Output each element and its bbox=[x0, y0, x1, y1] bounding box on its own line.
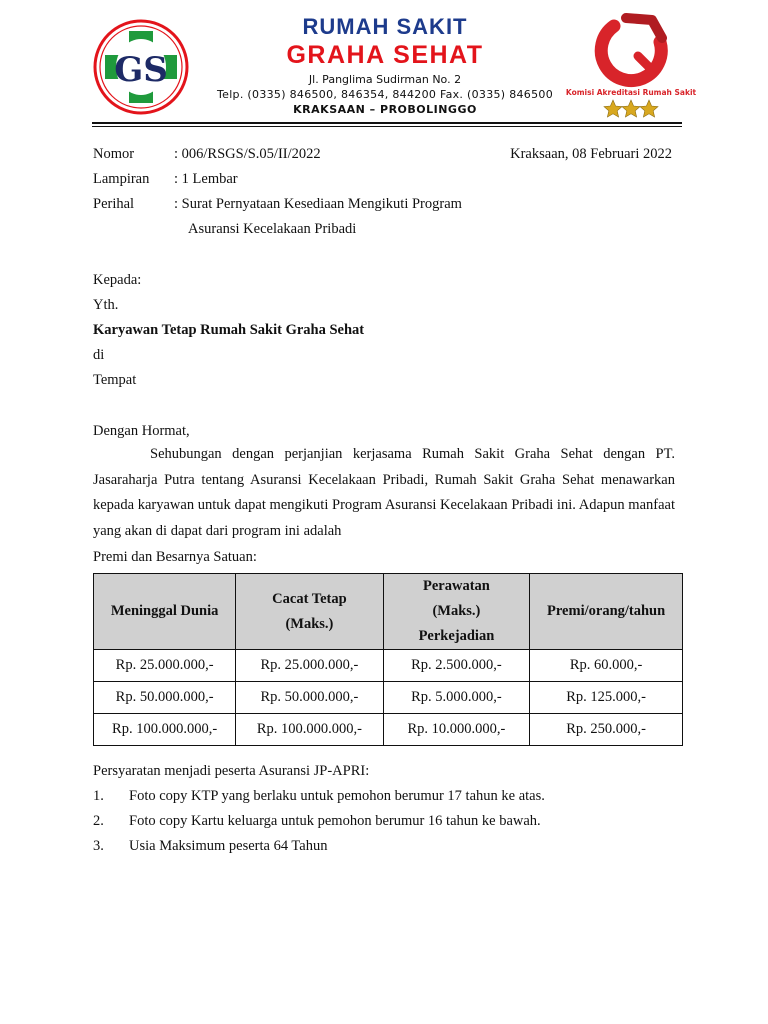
header-meninggal-dunia: Meninggal Dunia bbox=[94, 574, 236, 650]
lampiran-value: : 1 Lembar bbox=[174, 171, 238, 187]
requirements-title: Persyaratan menjadi peserta Asuransi JP-APRI: bbox=[93, 763, 370, 779]
yth-label: Yth. bbox=[93, 297, 119, 313]
header-cacat-tetap: Cacat Tetap (Maks.) bbox=[236, 574, 383, 650]
accreditation-logo bbox=[565, 12, 697, 120]
table-cell: Rp. 250.000,- bbox=[530, 714, 683, 746]
letterhead bbox=[200, 14, 570, 117]
table-cell: Rp. 100.000.000,- bbox=[94, 714, 236, 746]
table-row bbox=[94, 714, 683, 746]
table-cell: Rp. 60.000,- bbox=[530, 650, 683, 682]
recipient-place: Tempat bbox=[93, 372, 137, 388]
table-cell: Rp. 10.000.000,- bbox=[383, 714, 530, 746]
header-rule-thin bbox=[92, 126, 682, 127]
table-row bbox=[94, 650, 683, 682]
hospital-city: KRAKSAAN – PROBOLINGGO bbox=[293, 103, 477, 116]
kepada-label: Kepada: bbox=[93, 272, 142, 288]
body-paragraph: Sehubungan dengan perjanjian kerjasama Rumah Sakit Graha Sehat dengan PT. Jasaraharja Putra tentang Asuransi Kecelakaan Pribadi, Rumah Sakit Graha Sehat menawarkan kepada karyawan untuk dapat mengikuti Program Asuransi Kecelakaan Pribadi ini. Adapun manfaat yang akan di dapat dari program ini adalah bbox=[93, 446, 675, 539]
hospital-type: RUMAH SAKIT bbox=[302, 14, 468, 39]
premium-table bbox=[93, 573, 683, 746]
greeting: Dengan Hormat, bbox=[93, 423, 190, 439]
table-cell: Rp. 25.000.000,- bbox=[236, 650, 383, 682]
list-item-number: 2. bbox=[93, 813, 104, 829]
star-rating-icon bbox=[604, 100, 658, 117]
list-item-number: 3. bbox=[93, 838, 104, 854]
lampiran-label: Lampiran bbox=[93, 171, 150, 187]
header-premi: Premi/orang/tahun bbox=[530, 574, 683, 650]
table-cell: Rp. 50.000.000,- bbox=[94, 682, 236, 714]
recipient-name: Karyawan Tetap Rumah Sakit Graha Sehat bbox=[93, 322, 365, 338]
hospital-phone: Telp. (0335) 846500, 846354, 844200 Fax. (0335) 846500 bbox=[216, 88, 553, 101]
nomor-value: : 006/RSGS/S.05/II/2022 bbox=[174, 146, 321, 162]
hospital-address: Jl. Panglima Sudirman No. 2 bbox=[308, 73, 462, 86]
perihal-value: : Surat Pernyataan Kesediaan Mengikuti Program bbox=[174, 196, 462, 212]
hospital-logo-gs bbox=[93, 19, 189, 115]
list-item: Usia Maksimum peserta 64 Tahun bbox=[129, 838, 328, 854]
perihal-value-cont: Asuransi Kecelakaan Pribadi bbox=[188, 221, 357, 237]
table-header-row bbox=[94, 574, 683, 650]
table-cell: Rp. 100.000.000,- bbox=[236, 714, 383, 746]
table-cell: Rp. 50.000.000,- bbox=[236, 682, 383, 714]
header-rule-thick bbox=[92, 122, 682, 124]
letter-date: Kraksaan, 08 Februari 2022 bbox=[510, 146, 672, 162]
accreditation-text: Komisi Akreditasi Rumah Sakit bbox=[565, 88, 697, 97]
table-cell: Rp. 2.500.000,- bbox=[383, 650, 530, 682]
list-item: Foto copy Kartu keluarga untuk pemohon berumur 16 tahun ke bawah. bbox=[129, 813, 541, 829]
nomor-label: Nomor bbox=[93, 146, 135, 162]
table-intro: Premi dan Besarnya Satuan: bbox=[93, 549, 257, 565]
table-cell: Rp. 5.000.000,- bbox=[383, 682, 530, 714]
header-perawatan: Perawatan (Maks.) Perkejadian bbox=[383, 574, 530, 650]
logo-left-text: GS bbox=[114, 50, 168, 90]
recipient-di: di bbox=[93, 347, 105, 363]
perihal-label: Perihal bbox=[93, 196, 135, 212]
table-cell: Rp. 25.000.000,- bbox=[94, 650, 236, 682]
list-item-number: 1. bbox=[93, 788, 104, 804]
list-item: Foto copy KTP yang berlaku untuk pemohon berumur 17 tahun ke atas. bbox=[129, 788, 545, 804]
hospital-name: GRAHA SEHAT bbox=[286, 41, 484, 69]
table-cell: Rp. 125.000,- bbox=[530, 682, 683, 714]
table-row bbox=[94, 682, 683, 714]
